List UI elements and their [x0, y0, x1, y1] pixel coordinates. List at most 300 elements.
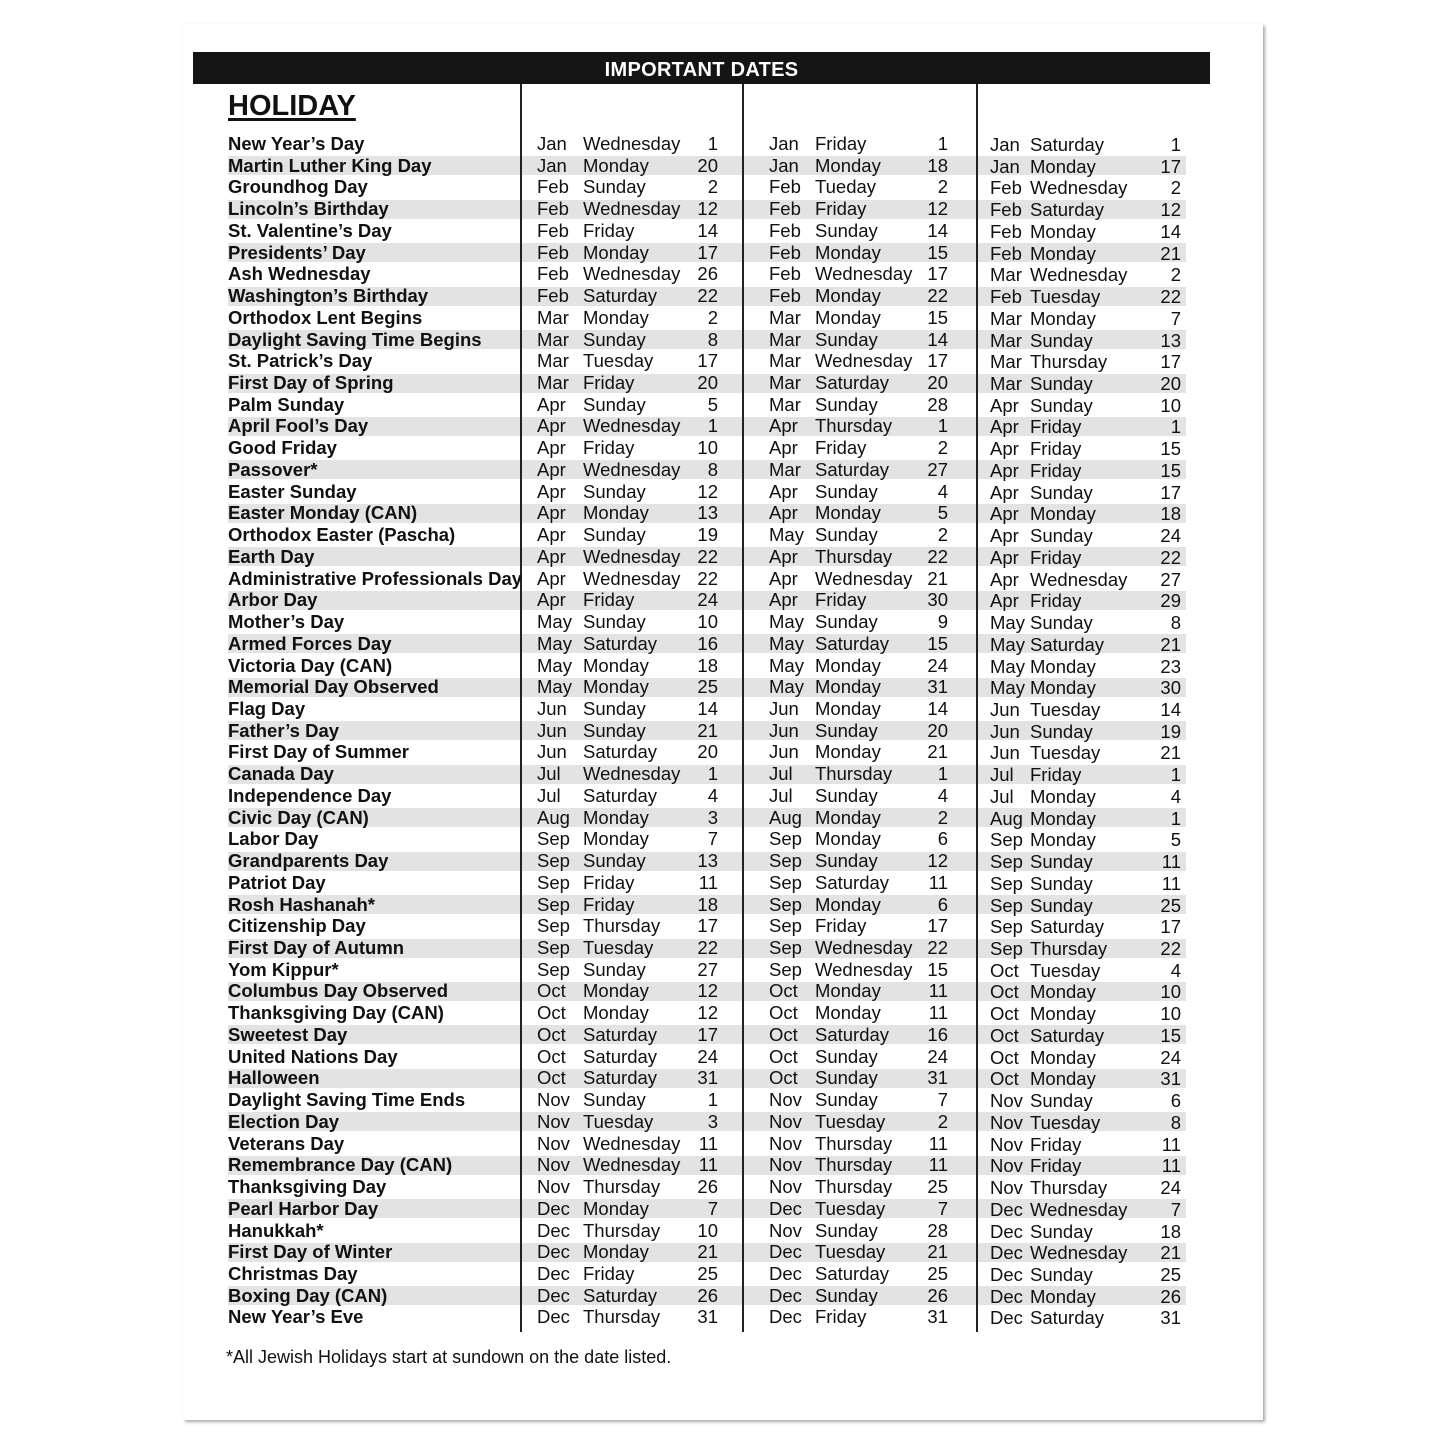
year2-weekday: Friday [815, 133, 867, 154]
year1-date: 20 [697, 741, 718, 763]
year1-weekday: Monday [583, 828, 649, 850]
year1-month: Dec [537, 1197, 570, 1219]
year2-date: 18 [927, 154, 948, 176]
year3-month: Dec [990, 1307, 1023, 1329]
year2-month: Dec [769, 1262, 802, 1284]
year2-weekday: Sunday [815, 393, 878, 415]
year2-weekday: Sunday [815, 850, 878, 872]
year2-date: 4 [937, 480, 948, 502]
year3-date: 24 [1160, 525, 1181, 547]
year2-weekday: Sunday [815, 1067, 878, 1089]
holiday-name: Passover* [228, 458, 318, 480]
year3-month: Mar [990, 307, 1022, 329]
year1-month: Apr [537, 480, 566, 502]
year3-weekday: Saturday [1030, 1307, 1105, 1329]
year1-month: Nov [537, 1132, 570, 1154]
year2-weekday: Monday [815, 241, 881, 263]
holiday-name: Sweetest Day [228, 1023, 348, 1045]
year1-month: Mar [537, 306, 569, 328]
year2-month: Feb [769, 176, 801, 198]
year1-date: 1 [707, 763, 718, 785]
year1-date: 12 [697, 1002, 718, 1024]
year2-date: 27 [927, 458, 948, 480]
year3-weekday: Monday [1030, 1068, 1096, 1090]
year2-date: 9 [937, 611, 948, 633]
year1-weekday: Monday [583, 806, 649, 828]
year2-weekday: Friday [815, 589, 867, 611]
year2-date: 15 [927, 241, 948, 263]
year1-date: 11 [698, 1154, 718, 1176]
holiday-name: Orthodox Easter (Pascha) [228, 524, 456, 546]
holiday-name: Washington’s Birthday [228, 285, 429, 307]
year1-date: 12 [697, 980, 718, 1002]
year1-date: 25 [697, 676, 718, 698]
year3-date: 19 [1160, 720, 1181, 742]
year1-date: 16 [697, 632, 718, 654]
year2-date: 26 [927, 1284, 948, 1306]
year2-month: Dec [769, 1197, 802, 1219]
year1-weekday: Thursday [583, 915, 661, 937]
year2-date: 17 [927, 915, 948, 937]
year3-month: Nov [990, 1177, 1023, 1199]
holiday-name: Boxing Day (CAN) [228, 1284, 388, 1306]
holiday-name: April Fool’s Day [228, 415, 369, 437]
year3-weekday: Thursday [1030, 1177, 1108, 1199]
year2-weekday: Monday [815, 828, 881, 850]
year1-date: 22 [697, 567, 718, 589]
year2-date: 14 [927, 697, 948, 719]
year3-date: 8 [1170, 1111, 1181, 1133]
year2-weekday: Wednesday [815, 263, 913, 285]
year1-date: 13 [697, 850, 718, 872]
year2-weekday: Monday [815, 154, 881, 176]
year1-weekday: Tuesday [583, 1110, 654, 1132]
holiday-heading: HOLIDAY [228, 90, 356, 122]
year3-weekday: Friday [1030, 416, 1082, 438]
year2-weekday: Sunday [815, 1089, 878, 1111]
year3-date: 11 [1161, 1155, 1181, 1177]
year1-weekday: Sunday [583, 697, 646, 719]
year2-date: 7 [937, 1089, 948, 1111]
year2-weekday: Friday [815, 1306, 867, 1328]
year3-month: Jul [990, 785, 1014, 807]
holiday-name: Martin Luther King Day [228, 154, 432, 176]
year1-weekday: Wednesday [583, 415, 681, 437]
year2-weekday: Thursday [815, 763, 893, 785]
year2-weekday: Wednesday [815, 567, 913, 589]
year3-month: Sep [990, 872, 1023, 894]
year3-weekday: Wednesday [1030, 264, 1128, 286]
year1-date: 7 [707, 828, 718, 850]
year3-date: 23 [1160, 655, 1181, 677]
year2-date: 11 [928, 980, 948, 1002]
year3-month: Oct [990, 981, 1019, 1003]
year2-month: Nov [769, 1154, 802, 1176]
year3-weekday: Sunday [1030, 612, 1093, 634]
year1-date: 22 [697, 545, 718, 567]
year3-weekday: Monday [1030, 155, 1096, 177]
year3-date: 22 [1160, 938, 1181, 959]
year2-date: 21 [927, 741, 948, 763]
year2-date: 1 [937, 415, 948, 437]
year1-weekday: Wednesday [583, 545, 681, 567]
year1-date: 17 [697, 915, 718, 937]
year1-weekday: Sunday [583, 393, 646, 415]
holiday-name: Remembrance Day (CAN) [228, 1154, 453, 1176]
year2-date: 24 [927, 654, 948, 676]
year3-month: Feb [990, 177, 1022, 199]
year2-month: Mar [769, 350, 801, 372]
holiday-name: Administrative Professionals Day [228, 567, 523, 589]
year1-month: Sep [537, 915, 570, 937]
year3-weekday: Monday [1030, 1046, 1096, 1068]
year2-weekday: Sunday [815, 328, 878, 350]
year2-date: 17 [927, 350, 948, 372]
year3-month: Dec [990, 1220, 1023, 1242]
year1-weekday: Monday [583, 241, 649, 263]
year3-date: 21 [1160, 242, 1181, 264]
year3-month: Dec [990, 1198, 1023, 1220]
year2-month: Sep [769, 871, 802, 893]
year1-date: 26 [697, 263, 718, 285]
year1-weekday: Saturday [583, 741, 658, 763]
holiday-name: Earth Day [228, 545, 315, 567]
year3-weekday: Sunday [1030, 1220, 1093, 1242]
year3-weekday: Thursday [1030, 938, 1108, 959]
year1-month: Feb [537, 285, 569, 307]
year1-weekday: Monday [583, 502, 649, 524]
year2-date: 22 [927, 937, 948, 958]
year2-date: 6 [937, 893, 948, 915]
year2-date: 1 [937, 763, 948, 785]
year2-weekday: Saturday [815, 458, 890, 480]
year2-weekday: Wednesday [815, 350, 913, 372]
year3-date: 10 [1160, 981, 1181, 1003]
year3-weekday: Tuesday [1030, 1111, 1101, 1133]
year3-date: 21 [1160, 742, 1181, 764]
year1-month: Apr [537, 393, 566, 415]
year3-weekday: Wednesday [1030, 1242, 1128, 1264]
year2-weekday: Saturday [815, 1023, 890, 1045]
year3-date: 10 [1160, 394, 1181, 416]
year3-date: 29 [1160, 590, 1181, 612]
year1-weekday: Wednesday [583, 1132, 681, 1154]
year1-month: Sep [537, 828, 570, 850]
year3-date: 22 [1160, 546, 1181, 568]
holiday-name: St. Valentine’s Day [228, 219, 392, 241]
holiday-name: Easter Sunday [228, 480, 357, 502]
year2-weekday: Tueday [815, 176, 877, 198]
year3-weekday: Monday [1030, 1003, 1096, 1025]
year2-date: 11 [928, 1154, 948, 1176]
year3-weekday: Monday [1030, 807, 1096, 829]
year2-date: 5 [937, 502, 948, 524]
holiday-name: St. Patrick’s Day [228, 350, 373, 372]
year1-date: 18 [697, 654, 718, 676]
year2-date: 31 [927, 1306, 948, 1328]
year3-month: Jun [990, 720, 1020, 742]
year1-month: Dec [537, 1262, 570, 1284]
year2-weekday: Monday [815, 806, 881, 828]
year1-weekday: Saturday [583, 784, 658, 806]
year3-month: Sep [990, 894, 1023, 916]
year2-month: Mar [769, 372, 801, 394]
year1-date: 1 [707, 415, 718, 437]
holiday-name: Easter Monday (CAN) [228, 502, 418, 524]
year2-weekday: Monday [815, 1002, 881, 1024]
year1-weekday: Saturday [583, 1067, 658, 1089]
year3-month: Dec [990, 1263, 1023, 1285]
year2-weekday: Monday [815, 980, 881, 1002]
year2-month: Oct [769, 1023, 798, 1045]
year1-date: 26 [697, 1176, 718, 1198]
year3-weekday: Wednesday [1030, 1198, 1128, 1220]
holiday-name: Daylight Saving Time Ends [228, 1089, 466, 1111]
year3-month: Oct [990, 1068, 1019, 1090]
year1-weekday: Tuesday [583, 937, 654, 958]
year3-weekday: Sunday [1030, 894, 1093, 916]
holiday-name: Mother’s Day [228, 611, 345, 633]
year2-month: May [769, 632, 804, 654]
year1-month: Jun [537, 741, 567, 763]
year2-date: 11 [928, 1132, 948, 1154]
year1-month: Jan [537, 154, 567, 176]
year2-month: Jun [769, 719, 799, 741]
year1-month: Feb [537, 263, 569, 285]
year3-month: Jan [990, 134, 1020, 155]
year3-date: 11 [1161, 851, 1181, 873]
year3-month: Feb [990, 242, 1022, 264]
year1-date: 19 [697, 524, 718, 546]
holiday-name: Independence Day [228, 784, 392, 806]
year3-month: Sep [990, 851, 1023, 873]
holiday-name: Arbor Day [228, 589, 318, 611]
year1-date: 3 [707, 806, 718, 828]
year2-weekday: Monday [815, 285, 881, 307]
year1-weekday: Sunday [583, 958, 646, 980]
year3-date: 4 [1170, 959, 1181, 981]
year1-month: Nov [537, 1110, 570, 1132]
year1-weekday: Friday [583, 437, 635, 459]
year1-weekday: Monday [583, 676, 649, 698]
year1-weekday: Thursday [583, 1306, 661, 1328]
year3-weekday: Monday [1030, 242, 1096, 264]
year3-date: 26 [1160, 1285, 1181, 1307]
year3-weekday: Monday [1030, 829, 1096, 851]
year1-date: 13 [697, 502, 718, 524]
year3-weekday: Sunday [1030, 720, 1093, 742]
year2-weekday: Saturday [815, 1262, 890, 1284]
year2-month: May [769, 611, 804, 633]
year1-date: 2 [707, 306, 718, 328]
year1-month: May [537, 654, 572, 676]
year3-date: 1 [1170, 764, 1181, 786]
year1-weekday: Sunday [583, 611, 646, 633]
year2-month: Sep [769, 828, 802, 850]
year3-weekday: Saturday [1030, 916, 1105, 938]
year1-month: Apr [537, 567, 566, 589]
year1-date: 3 [707, 1110, 718, 1132]
year3-weekday: Sunday [1030, 373, 1093, 395]
year2-month: Apr [769, 545, 798, 567]
year1-date: 11 [698, 871, 718, 893]
year2-month: Sep [769, 937, 802, 958]
year3-date: 24 [1160, 1046, 1181, 1068]
year3-weekday: Wednesday [1030, 568, 1128, 590]
year2-weekday: Monday [815, 893, 881, 915]
holiday-name: Ash Wednesday [228, 263, 371, 285]
year2-month: Dec [769, 1241, 802, 1263]
year2-month: Sep [769, 850, 802, 872]
year3-month: Nov [990, 1111, 1023, 1133]
year1-date: 31 [697, 1067, 718, 1089]
year3-weekday: Friday [1030, 590, 1082, 612]
year1-month: Sep [537, 958, 570, 980]
year3-date: 1 [1170, 416, 1181, 438]
year1-month: Apr [537, 545, 566, 567]
year2-month: Nov [769, 1176, 802, 1198]
year2-month: Sep [769, 958, 802, 980]
year2-weekday: Monday [815, 676, 881, 698]
year1-weekday: Sunday [583, 480, 646, 502]
holiday-name: Daylight Saving Time Begins [228, 328, 482, 350]
year3-weekday: Sunday [1030, 329, 1093, 351]
year3-month: Apr [990, 503, 1019, 525]
holiday-name: Canada Day [228, 763, 334, 785]
year2-month: Jan [769, 154, 799, 176]
year3-weekday: Tuesday [1030, 742, 1101, 764]
year3-month: Nov [990, 1155, 1023, 1177]
year2-date: 22 [927, 285, 948, 307]
year1-date: 8 [707, 458, 718, 480]
year2-month: Feb [769, 219, 801, 241]
year1-weekday: Saturday [583, 632, 658, 654]
year3-month: Apr [990, 416, 1019, 438]
year1-month: Dec [537, 1284, 570, 1306]
year1-weekday: Wednesday [583, 198, 681, 220]
year3-weekday: Friday [1030, 1133, 1082, 1155]
year1-date: 8 [707, 328, 718, 350]
year1-month: Nov [537, 1154, 570, 1176]
year3-month: Oct [990, 1046, 1019, 1068]
year2-month: Nov [769, 1132, 802, 1154]
year2-date: 15 [927, 632, 948, 654]
year2-date: 2 [937, 176, 948, 198]
year3-month: May [990, 677, 1025, 699]
year2-month: Mar [769, 393, 801, 415]
holiday-name: Grandparents Day [228, 850, 389, 872]
year2-month: Apr [769, 437, 798, 459]
year2-weekday: Sunday [815, 719, 878, 741]
year2-month: Jan [769, 133, 799, 154]
year3-date: 15 [1160, 438, 1181, 460]
year2-month: Oct [769, 1067, 798, 1089]
year3-weekday: Friday [1030, 1155, 1082, 1177]
holiday-name: Thanksgiving Day (CAN) [228, 1002, 444, 1024]
year2-weekday: Tuesday [815, 1241, 886, 1263]
year1-month: Feb [537, 241, 569, 263]
year2-date: 12 [927, 850, 948, 872]
holiday-name: Groundhog Day [228, 176, 368, 198]
year1-month: Sep [537, 937, 570, 958]
year2-date: 6 [937, 828, 948, 850]
year3-weekday: Saturday [1030, 134, 1105, 155]
year1-weekday: Wednesday [583, 567, 681, 589]
year3-month: Dec [990, 1285, 1023, 1307]
year2-month: Oct [769, 1045, 798, 1067]
year3-month: Jun [990, 742, 1020, 764]
footnote: *All Jewish Holidays start at sundown on the date listed. [226, 1347, 672, 1367]
year2-weekday: Sunday [815, 219, 878, 241]
year3-month: May [990, 655, 1025, 677]
year2-month: Jun [769, 697, 799, 719]
year1-weekday: Friday [583, 589, 635, 611]
year3-date: 7 [1170, 1198, 1181, 1220]
year1-weekday: Friday [583, 1262, 635, 1284]
year2-month: Oct [769, 1002, 798, 1024]
year3-month: Apr [990, 546, 1019, 568]
year1-month: Sep [537, 893, 570, 915]
year3-date: 22 [1160, 286, 1181, 308]
year2-weekday: Sunday [815, 524, 878, 546]
year3-date: 11 [1161, 1133, 1181, 1155]
year1-month: Dec [537, 1219, 570, 1241]
year3-weekday: Monday [1030, 220, 1096, 242]
year3-month: Apr [990, 590, 1019, 612]
year3-date: 15 [1160, 459, 1181, 481]
year2-date: 11 [928, 1002, 948, 1024]
year2-month: May [769, 654, 804, 676]
year2-date: 25 [927, 1176, 948, 1198]
holiday-name: Election Day [228, 1110, 340, 1132]
year2-month: Feb [769, 241, 801, 263]
holiday-name: Memorial Day Observed [228, 676, 439, 698]
year1-month: Mar [537, 372, 569, 394]
year1-month: Jul [537, 763, 561, 785]
year3-date: 12 [1160, 199, 1181, 221]
holiday-name: Veterans Day [228, 1132, 345, 1154]
year3-date: 17 [1160, 155, 1181, 177]
year3-month: Mar [990, 351, 1022, 373]
year3-month: Jun [990, 698, 1020, 720]
year2-month: Sep [769, 915, 802, 937]
year3-month: Sep [990, 916, 1023, 938]
year2-weekday: Thursday [815, 415, 893, 437]
year2-weekday: Monday [815, 306, 881, 328]
year1-date: 2 [707, 176, 718, 198]
holiday-name: Lincoln’s Birthday [228, 198, 389, 220]
year2-month: Nov [769, 1089, 802, 1111]
year1-weekday: Thursday [583, 1176, 661, 1198]
year2-date: 31 [927, 1067, 948, 1089]
holiday-name: Palm Sunday [228, 393, 345, 415]
year2-month: Dec [769, 1284, 802, 1306]
year1-month: Oct [537, 1067, 566, 1089]
holiday-name: New Year’s Day [228, 133, 365, 154]
year2-month: Jun [769, 741, 799, 763]
year2-date: 28 [927, 1219, 948, 1241]
year2-weekday: Wednesday [815, 958, 913, 980]
holiday-name: Citizenship Day [228, 915, 366, 937]
year3-date: 21 [1160, 1242, 1181, 1264]
year1-date: 10 [697, 1219, 718, 1241]
year2-weekday: Sunday [815, 1045, 878, 1067]
year3-month: Oct [990, 959, 1019, 981]
year2-month: Mar [769, 306, 801, 328]
year3-month: Apr [990, 481, 1019, 503]
holiday-name: First Day of Summer [228, 741, 409, 763]
year2-weekday: Sunday [815, 1284, 878, 1306]
